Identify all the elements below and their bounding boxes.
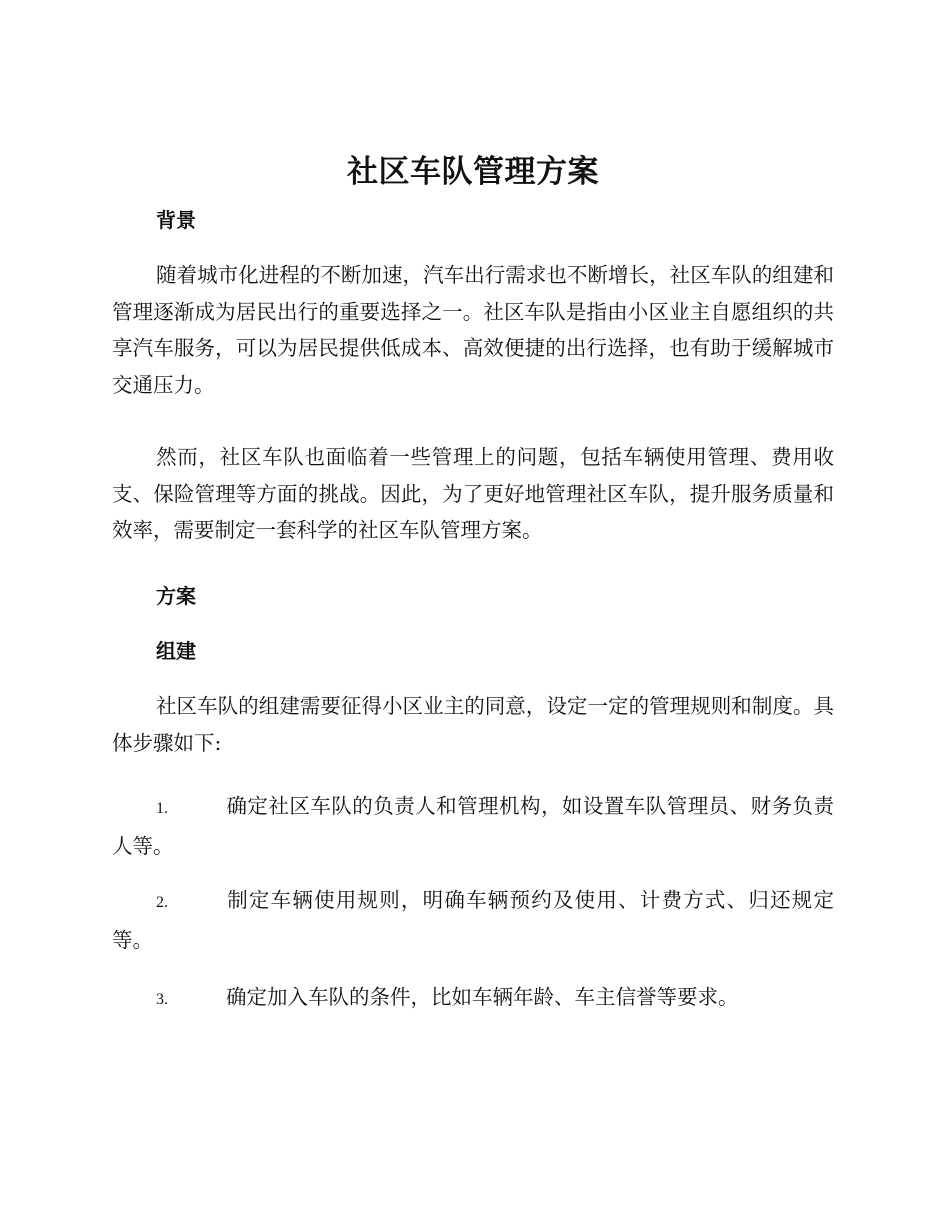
- list-item-number: 1.: [156, 800, 168, 817]
- background-paragraph-1: 随着城市化进程的不断加速，汽车出行需求也不断增长，社区车队的组建和管理逐渐成为居民出行的重要选择之一。社区车队是指由小区业主自愿组织的共享汽车服务，可以为居民提供低成本、高效便捷的出行选择，也有助于缓解城市交通压力。: [112, 263, 834, 397]
- list-item-number: 2.: [156, 894, 168, 911]
- section-heading-formation: 组建: [156, 639, 196, 663]
- list-item-number: 3.: [156, 991, 168, 1008]
- list-item: [112, 788, 834, 864]
- section-heading-background: 背景: [156, 208, 196, 232]
- section-heading-plan: 方案: [156, 584, 196, 608]
- background-paragraph-2: 然而，社区车队也面临着一些管理上的问题，包括车辆使用管理、费用收支、保险管理等方面的挑战。因此，为了更好地管理社区车队，提升服务质量和效率，需要制定一套科学的社区车队管理方案。: [112, 445, 834, 542]
- list-item-text: 确定加入车队的条件，比如车辆年龄、车主信誉等要求。: [226, 985, 739, 1009]
- formation-paragraph: 社区车队的组建需要征得小区业主的同意，设定一定的管理规则和制度。具体步骤如下:: [112, 694, 834, 755]
- list-item: [112, 979, 834, 1019]
- document-title: 社区车队管理方案: [347, 154, 599, 190]
- list-item-text: 制定车辆使用规则，明确车辆预约及使用、计费方式、归还规定等。: [112, 888, 834, 952]
- list-item-text: 确定社区车队的负责人和管理机构，如设置车队管理员、财务负责人等。: [112, 794, 834, 858]
- list-item: [112, 882, 834, 958]
